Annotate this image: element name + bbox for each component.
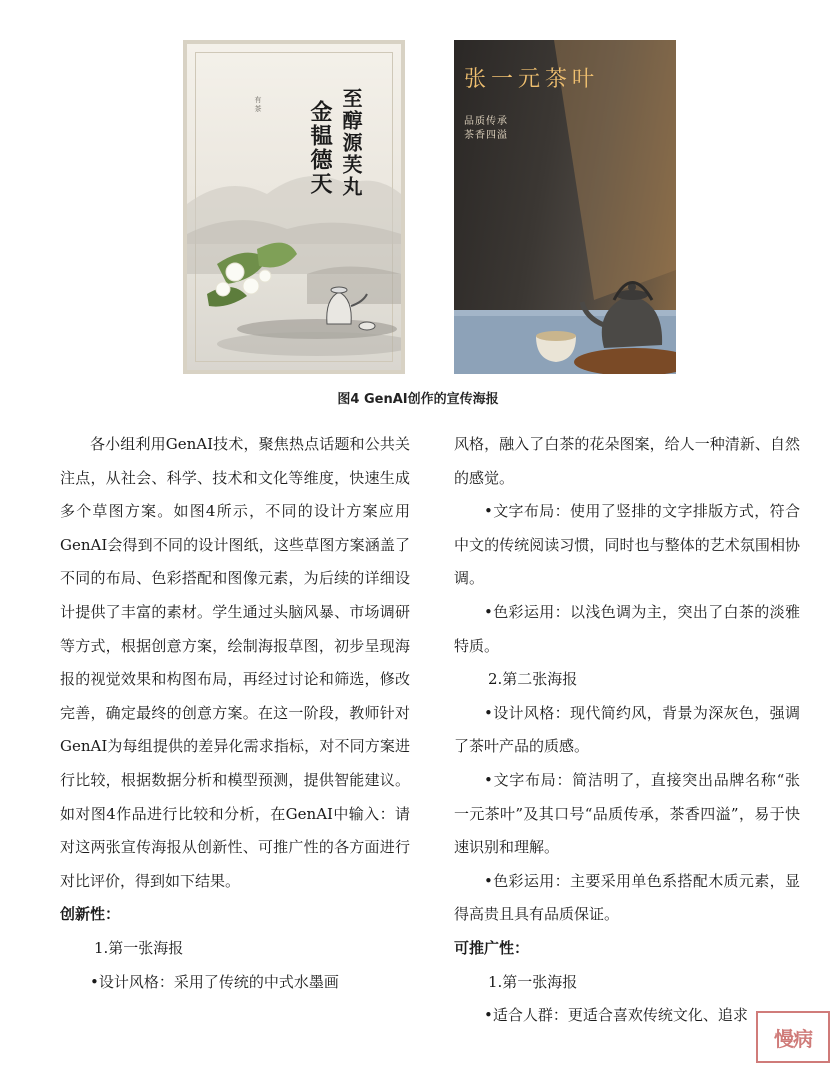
sub-heading: 1.第一张海报 bbox=[488, 972, 578, 991]
continued-text: 风格，融入了白茶的花朵图案，给人一种清新、自然的感觉。 bbox=[454, 435, 800, 487]
sub-heading: 1.第一张海报 bbox=[94, 938, 184, 957]
poster-slogan-2: 茶香四溢 bbox=[464, 130, 508, 141]
bullet-item: •色彩运用：主要采用单色系搭配木质元素，显得高贵且具有品质保证。 bbox=[454, 871, 800, 924]
poster-modern bbox=[454, 40, 676, 374]
bullet-item: •文字布局：简洁明了，直接突出品牌名称“张一元茶叶”及其口号“品质传承，茶香四溢”，易于快速识别和理解。 bbox=[454, 770, 800, 857]
section-heading-innovation: 创新性： bbox=[60, 905, 121, 924]
section-heading-promotion: 可推广性： bbox=[454, 938, 530, 957]
figure-caption: 图4 GenAI创作的宣传海报 bbox=[337, 392, 499, 407]
poster-slogan-1: 品质传承 bbox=[464, 116, 508, 127]
ink-wash-illustration bbox=[187, 44, 401, 370]
body-paragraph: 各小组利用GenAI技术，聚焦热点话题和公共关注点，从社会、科学、技术和文化等维度，快速生成多个草图方案。如图4所示，不同的设计方案应用GenAI会得到不同的设计图纸，这些草图方案涵盖了不同的布局、色彩搭配和图像元素，为后续的详细设计提供了丰富的素材。学生通过头脑风暴、市场调研等方式，根据创意方案，绘制海报草图，初步呈现海报的视觉效果和构图布局，再经过讨论和筛选，修改完善，确定最终的创意方案。在这一阶段，教师针对GenAI为每组提供的差异化需求指标，对不同方案进行比较，根据数据分析和模型预测，提供智能建议。如对图4作品进行比较和分析，在GenAI中输入：请对这两张宣传海报从创新性、可推广性的各方面进行对比评价，得到如下结果。 bbox=[60, 435, 410, 890]
poster-calligraphy-1: 至醇源芙丸 bbox=[339, 88, 363, 198]
poster-ink-wash bbox=[183, 40, 405, 374]
bullet-item: •设计风格：采用了传统的中式水墨画 bbox=[90, 972, 339, 991]
right-column bbox=[454, 428, 800, 1033]
poster-calligraphy-2: 金韫德天 bbox=[307, 100, 333, 196]
left-column bbox=[60, 428, 410, 999]
sub-heading: 2.第二张海报 bbox=[488, 670, 578, 689]
bullet-item: •色彩运用：以浅色调为主，突出了白茶的淡雅特质。 bbox=[454, 602, 800, 655]
poster-brand-title: 张一元茶叶 bbox=[464, 67, 600, 92]
bullet-item: •适合人群：更适合喜欢传统文化、追求 bbox=[484, 1006, 748, 1025]
watermark-logo: 慢病 bbox=[756, 1011, 830, 1063]
poster-seal-text: 有茶 bbox=[254, 96, 262, 114]
bullet-item: •文字布局：使用了竖排的文字排版方式，符合中文的传统阅读习惯，同时也与整体的艺术氛围相协调。 bbox=[454, 502, 800, 588]
bullet-item: •设计风格：现代简约风，背景为深灰色，强调了茶叶产品的质感。 bbox=[454, 703, 800, 756]
